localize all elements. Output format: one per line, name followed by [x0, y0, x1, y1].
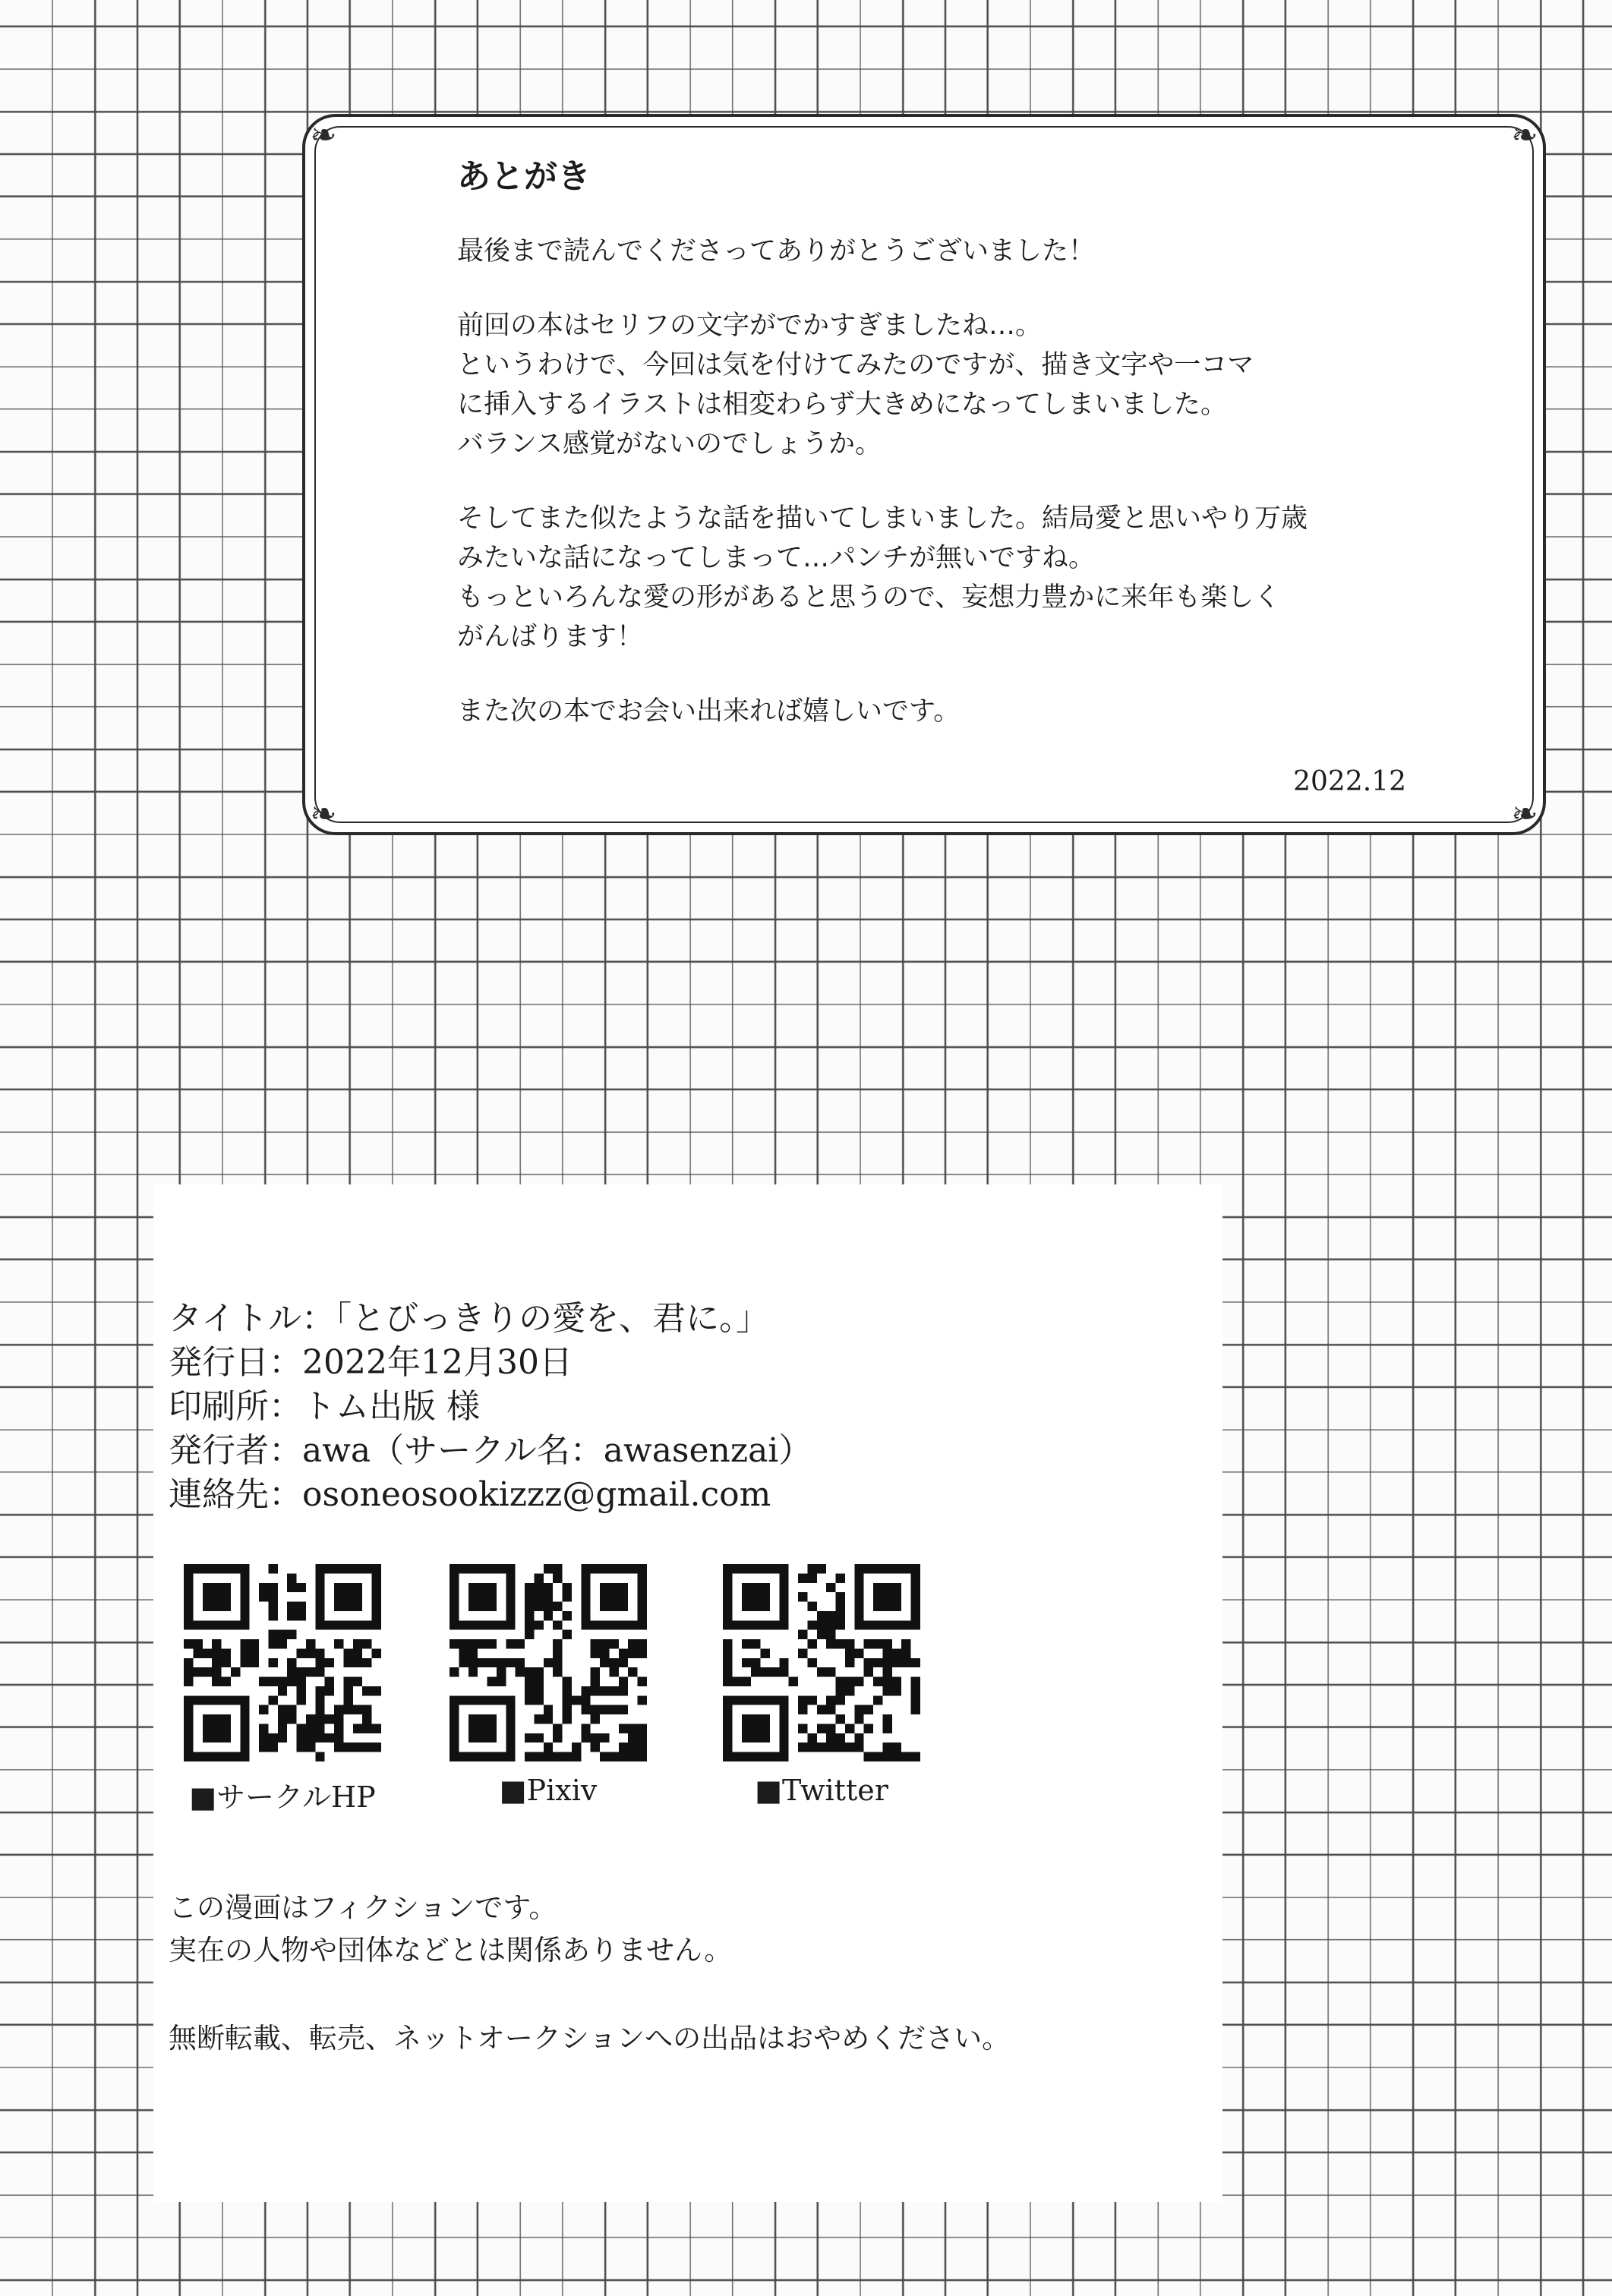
afterword-line: バランス感覚がないのでしょうか。 [457, 429, 882, 460]
afterword-line: 前回の本はセリフの文字がでかすぎましたね…。 [457, 311, 1043, 342]
afterword-frame [302, 114, 1546, 835]
afterword-line: そしてまた似たような話を描いてしまいました。結局愛と思いやり万歳 [457, 503, 1308, 535]
afterword-line: また次の本でお会い出来れば嬉しいです。 [457, 696, 961, 727]
note-spacer [169, 1972, 1010, 2017]
colophon-title-row: タイトル：「とびっきりの愛を、君に。」 [169, 1299, 770, 1338]
colophon-printer-row: 印刷所：トム出版 様 [169, 1387, 480, 1426]
afterword-content [457, 155, 1406, 766]
colophon-contact-row: 連絡先：osoneosookizzz@gmail.com [169, 1475, 771, 1514]
colophon-list [169, 1297, 812, 1517]
qr-code-icon[interactable] [723, 1564, 920, 1761]
qr-label: ■サークルHP [189, 1780, 376, 1814]
afterword-line: 最後まで読んでくださってありがとうございました！ [457, 236, 1096, 267]
colophon-publisher-row: 発行者：awa（サークル名：awasenzai） [169, 1431, 812, 1470]
qr-block-circle-hp [169, 1564, 396, 1815]
afterword-date: 2022.12 [1293, 766, 1406, 797]
afterword-title: あとがき [457, 157, 591, 196]
afterword-line: に挿入するイラストは相変わらず大きめになってしまいました。 [457, 390, 1227, 421]
qr-block-pixiv [434, 1564, 662, 1807]
afterword-paragraph [457, 306, 1406, 464]
afterword-paragraph [457, 232, 1406, 271]
qr-block-twitter [708, 1564, 935, 1807]
corner-ornament-icon: ❧ [310, 795, 337, 832]
afterword-line: がんばります！ [457, 622, 644, 653]
fiction-note: この漫画はフィクションです。 [169, 1891, 557, 1924]
fiction-note: 実在の人物や団体などとは関係ありません。 [169, 1934, 733, 1966]
corner-ornament-icon: ❧ [1511, 795, 1538, 832]
qr-code-icon[interactable] [450, 1564, 647, 1761]
notes-section [169, 1887, 1010, 2060]
colophon-issued-row: 発行日：2022年12月30日 [169, 1343, 573, 1382]
qr-label: ■Twitter [755, 1774, 888, 1807]
afterword-line: もっといろんな愛の形があると思うので、妄想力豊かに来年も楽しく [457, 582, 1281, 613]
afterword-paragraph [457, 499, 1406, 657]
afterword-line: というわけで、今回は気を付けてみたのですが、描き文字や一コマ [457, 350, 1254, 381]
afterword-line: みたいな話になってしまって…パンチが無いですね。 [457, 543, 1096, 574]
afterword-paragraph [457, 692, 1406, 731]
qr-code-icon[interactable] [184, 1564, 381, 1761]
qr-label: ■Pixiv [499, 1774, 598, 1807]
corner-ornament-icon: ❧ [1511, 116, 1538, 153]
corner-ornament-icon: ❧ [310, 116, 337, 153]
reprint-warning: 無断転載、転売、ネットオークションへの出品はおやめください。 [169, 2022, 1011, 2055]
colophon-panel [153, 1184, 1222, 2202]
